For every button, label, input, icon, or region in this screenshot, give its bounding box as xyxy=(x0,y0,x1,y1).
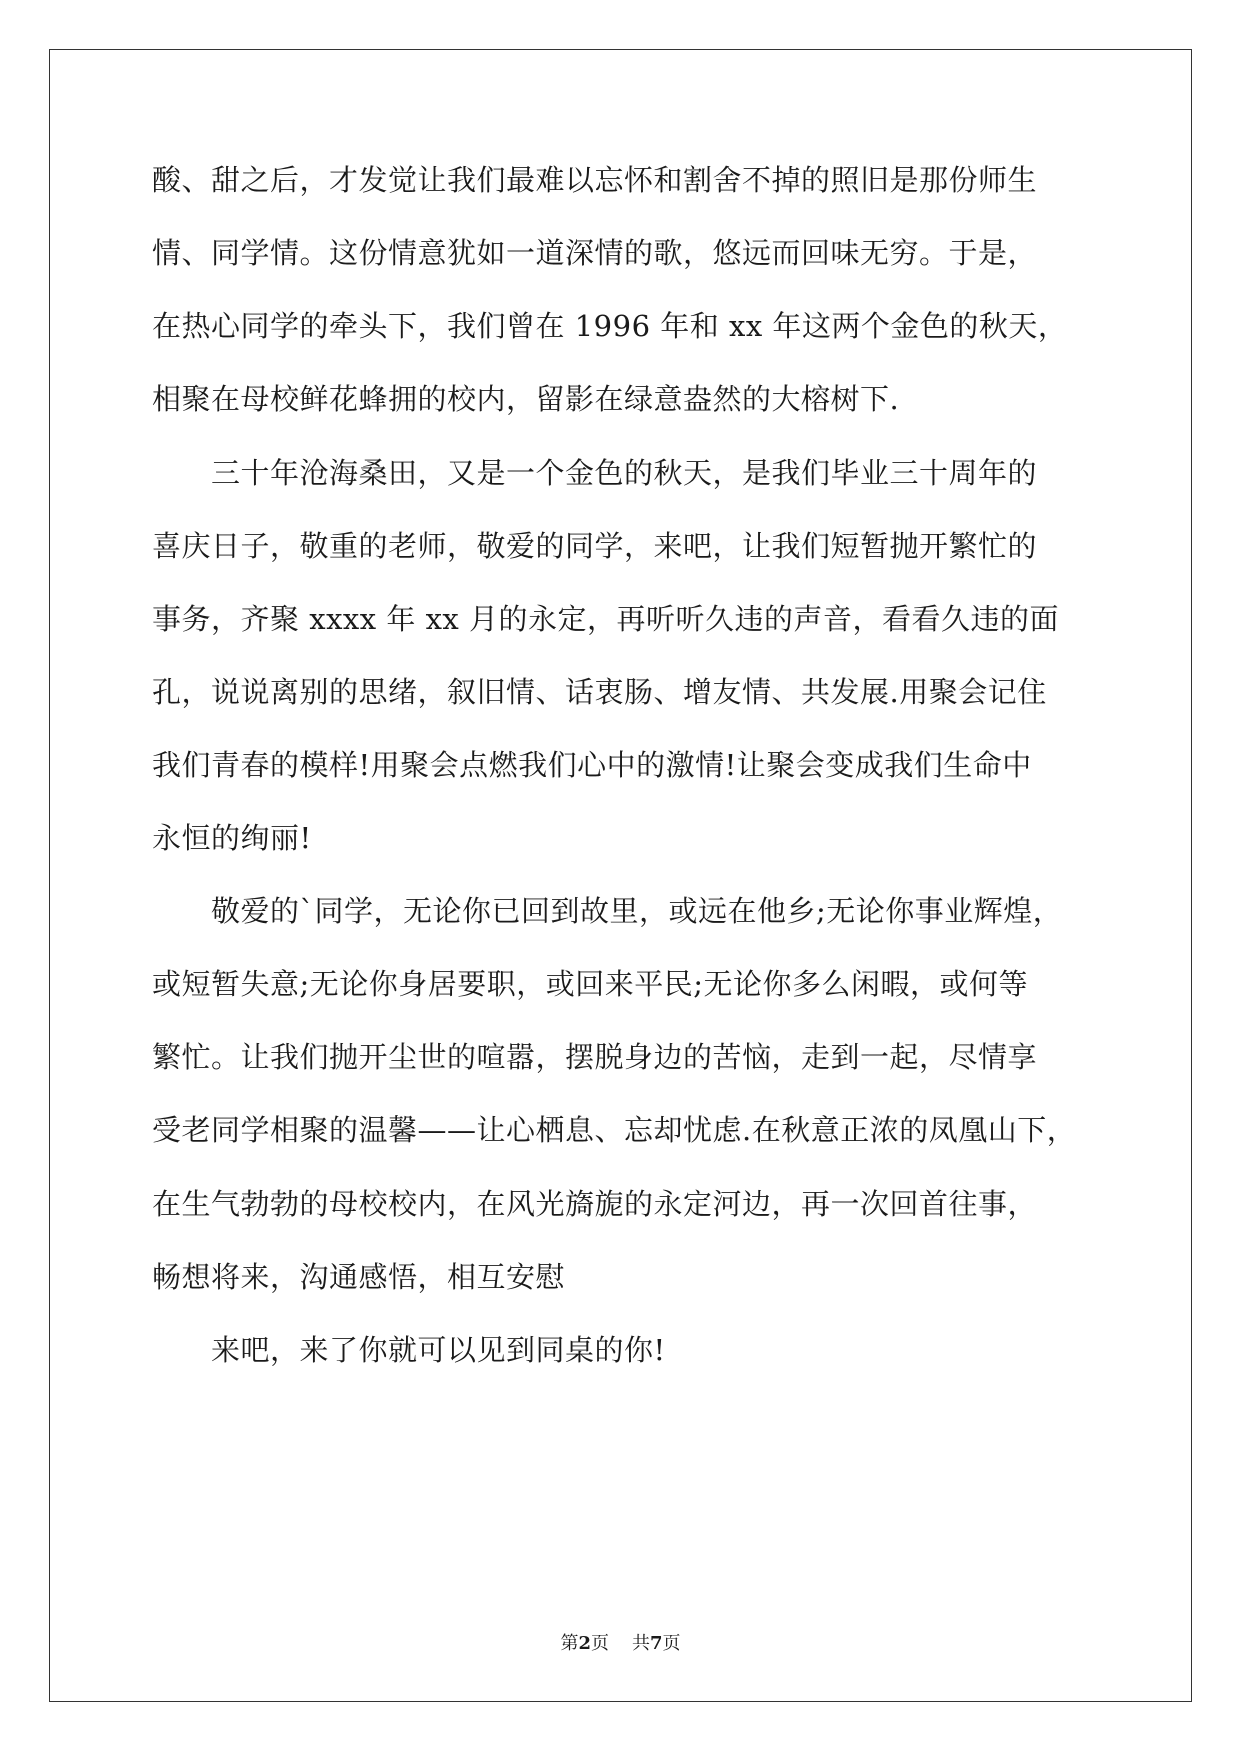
page-border xyxy=(49,49,1192,1702)
text-line: 永恒的绚丽! xyxy=(152,821,312,855)
text-line: 或短暂失意;无论你身居要职，或回来平民;无论你多么闲暇，或何等 xyxy=(152,967,1029,1001)
text-line: 畅想将来，沟通感悟，相互安慰 xyxy=(152,1260,566,1294)
text-line: 繁忙。让我们抛开尘世的喧嚣，摆脱身边的苦恼，走到一起，尽情享 xyxy=(152,1040,1038,1074)
page-suffix: 页 xyxy=(591,1633,610,1654)
page-number: 2 xyxy=(578,1633,592,1654)
page-footer xyxy=(0,1633,1241,1655)
text-line: 在热心同学的牵头下，我们曾在 1996 年和 xx 年这两个金色的秋天， xyxy=(152,309,1068,343)
text-line: 情、同学情。这份情意犹如一道深情的歌，悠远而回味无穷。于是， xyxy=(152,236,1038,270)
text-line: 事务，齐聚 xxxx 年 xx 月的永定，再听听久违的声音，看看久违的面 xyxy=(152,602,1060,636)
page-prefix: 第 xyxy=(560,1633,579,1654)
text-line: 相聚在母校鲜花蜂拥的校内，留影在绿意盎然的大榕树下. xyxy=(152,382,900,416)
total-pages: 7 xyxy=(649,1633,663,1654)
total-prefix: 共 xyxy=(631,1633,650,1654)
text-line: 敬爱的`同学，无论你已回到故里，或远在他乡;无论你事业辉煌， xyxy=(152,894,1063,928)
total-suffix: 页 xyxy=(662,1633,681,1654)
text-line: 三十年沧海桑田，又是一个金色的秋天，是我们毕业三十周年的 xyxy=(152,456,1038,490)
text-line: 酸、甜之后，才发觉让我们最难以忘怀和割舍不掉的照旧是那份师生 xyxy=(152,163,1038,197)
text-line: 受老同学相聚的温馨——让心栖息、忘却忧虑.在秋意正浓的凤凰山下， xyxy=(152,1113,1077,1147)
text-line: 在生气勃勃的母校校内，在风光旖旎的永定河边，再一次回首往事， xyxy=(152,1187,1038,1221)
text-line: 孔，说说离别的思绪，叙旧情、话衷肠、增友情、共发展.用聚会记住 xyxy=(152,675,1047,709)
text-line: 喜庆日子，敬重的老师，敬爱的同学，来吧，让我们短暂抛开繁忙的 xyxy=(152,529,1038,563)
text-line: 来吧，来了你就可以见到同桌的你! xyxy=(152,1333,666,1367)
text-line: 我们青春的模样!用聚会点燃我们心中的激情!让聚会变成我们生命中 xyxy=(152,748,1032,782)
